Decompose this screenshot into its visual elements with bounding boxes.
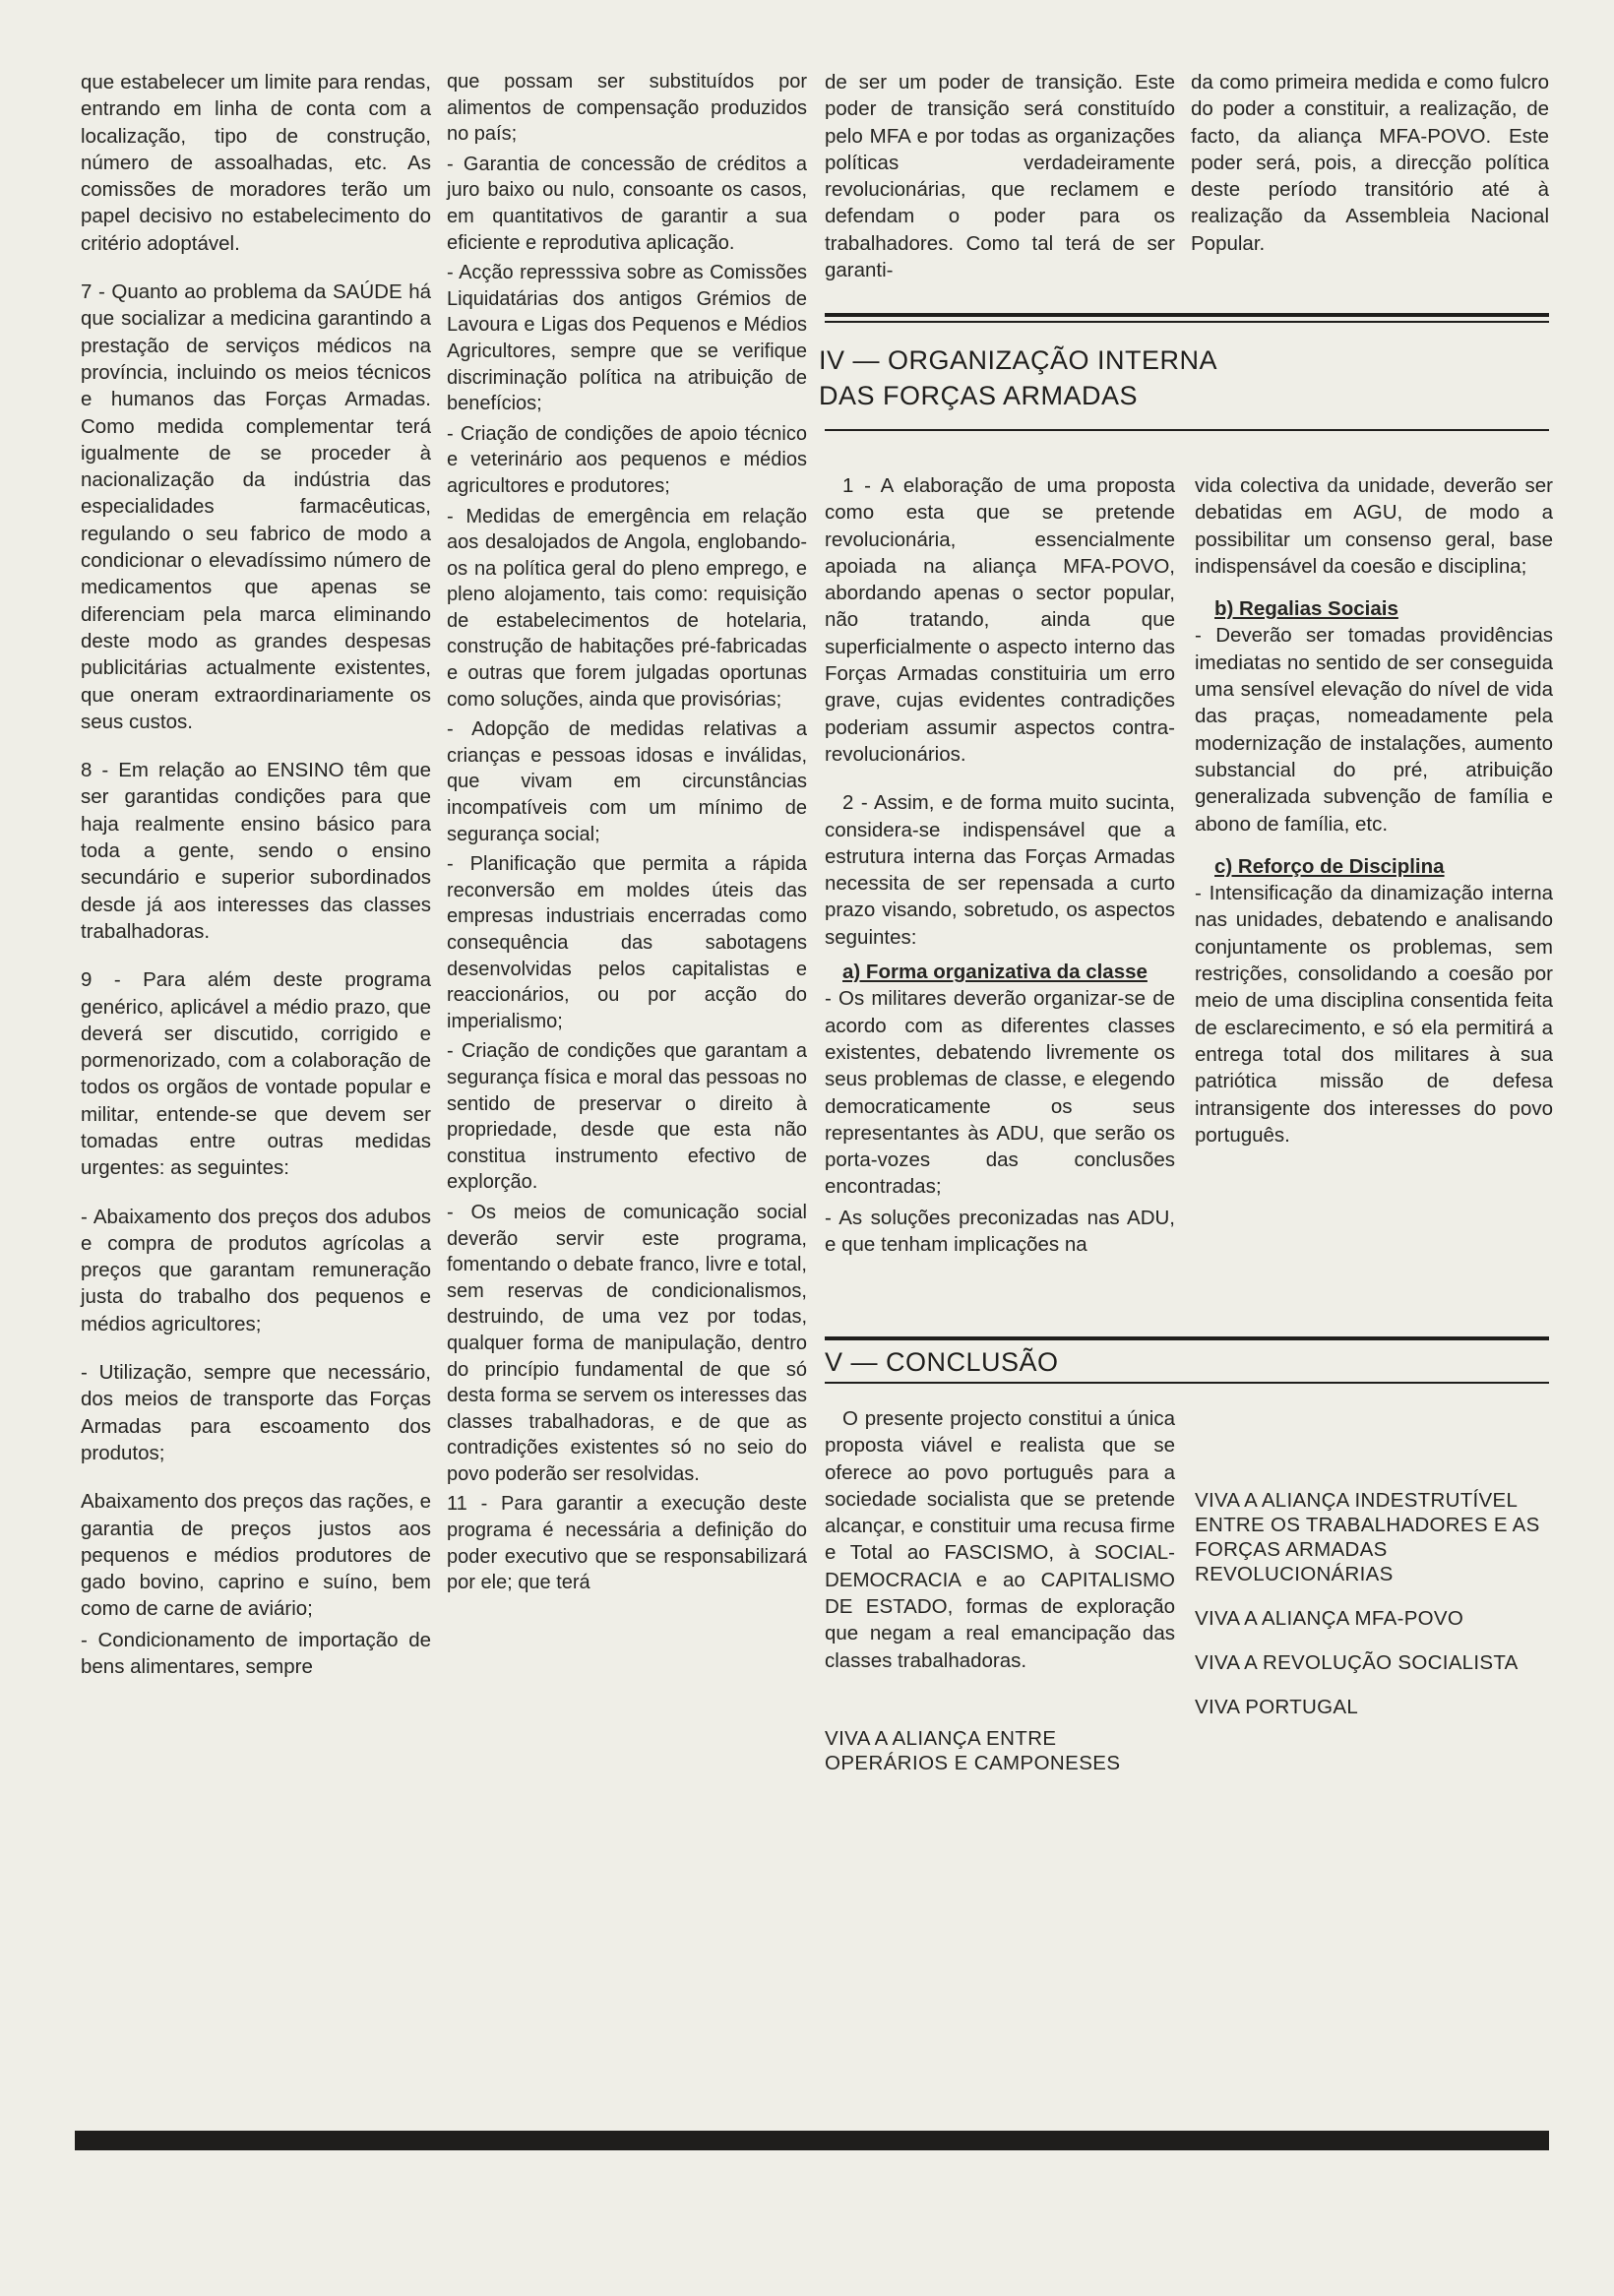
- section-divider: [825, 1336, 1549, 1340]
- column-3-top: [825, 69, 1175, 305]
- paragraph: - Utilização, sempre que necessário, dos meios de transporte das Forças Armadas para escoamento dos produtos;: [81, 1361, 431, 1464]
- paragraph: - As soluções preconizadas nas ADU, e que tenham implicações na: [825, 1206, 1175, 1257]
- paragraph: - Medidas de emergência em relação aos desalojados de Angola, englobando-os na política geral do pleno emprego, e pleno alojamento, tais como: requisição de estabelecimentos de hotelaria, construção de habitações pré-fabricadas e outras que forem julgadas oportunas como soluções, ainda que provisórias;: [447, 505, 807, 711]
- paragraph-urgent-measures: 9 - Para além deste programa genérico, aplicável a médio prazo, que deverá ser discutido, corrigido e pormenorizado, com a colaboração de todos os orgãos de vontade popular e militar, entende-se que devem ser tomadas entre outras medidas urgentes: as seguintes:: [81, 968, 431, 1180]
- paragraph: da como primeira medida e como fulcro do poder a constituir, a realização, de facto, da aliança MFA-POVO. Este poder será, pois, a direcção política deste período transitório até à realização da Assembleia Nacional Popular.: [1191, 71, 1549, 255]
- paragraph: 1 - A elaboração de uma proposta como esta que se pretende revolucionária, essencialmente apoiada na aliança MFA-POVO, abordando apenas o sector popular, não tratando, ainda que superficialmente o aspecto interno das Forças Armadas constituiria um erro grave, cujas evidentes contradições poderiam assumir aspectos contra-revolucionários.: [825, 474, 1175, 766]
- bottom-rule: [75, 2131, 1549, 2150]
- section-divider: [825, 321, 1549, 323]
- section-4-column-4: [1195, 472, 1553, 1170]
- slogan: VIVA A REVOLUÇÃO SOCIALISTA: [1195, 1651, 1519, 1674]
- paragraph: - Adopção de medidas relativas a crianças e pessoas idosas e inválidas, que vivam em circunstâncias incompatíveis com um mínimo de segurança social;: [447, 718, 807, 845]
- paragraph: - Os militares deverão organizar-se de acordo com as diferentes classes existentes, debatendo livremente os seus problemas de classe, e elegendo democraticamente os seus representantes às ADU, que serão os porta-vozes das conclusões encontradas;: [825, 987, 1175, 1199]
- section-4-title-line2: DAS FORÇAS ARMADAS: [819, 381, 1139, 410]
- paragraph: - Os meios de comunicação social deverão servir este programa, fomentando o debate franco, livre e total, sem reservas de condicionalismos, destruindo, de uma vez por todas, qualquer forma de manipulação, dentro do princípio fundamental de que só desta forma se servem os interesses das classes trabalhadoras, e de que as contradições existentes só no seio do povo poderão ser resolvidas.: [447, 1201, 807, 1485]
- paragraph: 2 - Assim, e de forma muito sucinta, considera-se indispensável que a estrutura interna das Forças Armadas necessita de ser repensada a curto prazo visando, sobretudo, os aspectos seguintes:: [825, 791, 1175, 949]
- paragraph: que possam ser substituídos por alimentos de compensação produzidos no país;: [447, 71, 807, 146]
- paragraph: de ser um poder de transição. Este poder de transição será constituído pelo MFA e por todas as organizações políticas verdadeiramente revolucionárias, que reclamem e defendam o poder para os trabalhadores. Como tal terá de ser garanti-: [825, 71, 1175, 282]
- paragraph: Abaixamento dos preços das rações, e garantia de preços justos aos pequenos e médios produtores de gado bovino, caprino e suíno, bem como de carne de aviário;: [81, 1490, 431, 1621]
- paragraph: - Deverão ser tomadas providências imediatas no sentido de ser conseguida uma sensível elevação do nível de vida das praças, nomeadamente pela modernização de instalações, aumento substancial do pré, atribuição generalizada subvenção de família e abono de família, etc.: [1195, 624, 1553, 836]
- paragraph-education: 8 - Em relação ao ENSINO têm que ser garantidas condições para que haja realmente ensino básico para toda a gente, sendo o ensino secundário e superior subordinados desde já aos interesses das classes trabalhadoras.: [81, 759, 431, 943]
- subheading-c: c) Reforço de Disciplina: [1214, 854, 1445, 878]
- column-2: [447, 69, 807, 1618]
- section-divider: [825, 429, 1549, 431]
- section-5-body: [825, 1405, 1175, 1696]
- section-divider: [825, 1382, 1549, 1384]
- paragraph: O presente projecto constitui a única proposta viável e realista que se oferece ao povo português para a sociedade socialista que se pretende alcançar, e constituir uma recusa firme e Total ao FASCISMO, à SOCIAL-DEMOCRACIA e ao CAPITALISMO DE ESTADO, formas de exploração que negam a real emancipação das classes trabalhadoras.: [825, 1407, 1175, 1672]
- slogan: VIVA A ALIANÇA MFA-POVO: [1195, 1607, 1464, 1630]
- paragraph: - Condicionamento de importação de bens alimentares, sempre: [81, 1628, 431, 1679]
- paragraph: - Acção represssiva sobre as Comissões Liquidatárias dos antigos Grémios de Lavoura e Ligas dos Pequenos e Médios Agricultores, sempre que se verifique discriminação política na atribuição de benefícios;: [447, 262, 807, 415]
- slogans: [1195, 1488, 1555, 1739]
- subheading-b: b) Regalias Sociais: [1214, 597, 1398, 621]
- column-4-top: [1191, 69, 1549, 279]
- paragraph-health: 7 - Quanto ao problema da SAÚDE há que socializar a medicina garantindo a prestação de serviços médicos na província, incluindo os meios técnicos e humanos das Forças Armadas. Como medida complementar terá igualmente de se proceder à nacionalização da indústria das especialidades farmacêuticas, regulando o seu fabrico de modo a condicionar o elevadíssimo número de medicamentos que apenas se diferenciam pela marca eliminando deste modo as grandes despesas publicitárias actualmente existentes, que oneram extraordinariamente os seus custos.: [81, 280, 431, 733]
- paragraph: - Criação de condições de apoio técnico e veterinário aos pequenos e médios agricultores e produtores;: [447, 422, 807, 497]
- slogan: VIVA A ALIANÇA INDESTRUTÍVEL ENTRE OS TRABALHADORES E AS FORÇAS ARMADAS REVOLUCIONÁRIAS: [1195, 1489, 1540, 1585]
- section-5-title: V — CONCLUSÃO: [825, 1347, 1059, 1377]
- column-1: [81, 69, 431, 1702]
- paragraph: - Abaixamento dos preços dos adubos e compra de produtos agrícolas a preços que garantam remuneração justa do trabalho dos pequenos e médios agricultores;: [81, 1205, 431, 1335]
- paragraph: - Garantia de concessão de créditos a juro baixo ou nulo, consoante os casos, em quantitativos de garantir a sua eficiente e reprodutiva aplicação.: [447, 153, 807, 254]
- paragraph: 11 - Para garantir a execução deste programa é necessária a definição do poder executivo que se responsabilizará por ele; que terá: [447, 1493, 807, 1594]
- subheading-a: a) Forma organizativa da classe: [842, 961, 1148, 984]
- paragraph: - Criação de condições que garantam a segurança física e moral das pessoas no sentido de preservar o direito à propriedade, desde que esta não constitua instrumento efectivo de explorção.: [447, 1040, 807, 1194]
- section-4-column-3: [825, 472, 1175, 1279]
- section-4-title-line1: IV — ORGANIZAÇÃO INTERNA: [819, 345, 1218, 375]
- slogan-workers-peasants: VIVA A ALIANÇA ENTRE OPERÁRIOS E CAMPONESES: [825, 1727, 1121, 1774]
- paragraph: que estabelecer um limite para rendas, entrando em linha de conta com a localização, tipo de construção, número de assoalhadas, etc. As comissões de moradores terão um papel decisivo no estabelecimento do critério adoptável.: [81, 71, 431, 255]
- paragraph: - Intensificação da dinamização interna nas unidades, debatendo e analisando conjuntamente os problemas, sem restrições, consolidando a coesão por meio de uma disciplina consentida feita de esclarecimento, e só ela permitirá a entrega total dos militares à sua patriótica missão de defesa intransigente dos interesses do povo português.: [1195, 882, 1553, 1147]
- section-4-title: [819, 342, 1547, 413]
- paragraph: - Planificação que permita a rápida reconversão em moldes úteis das empresas industriais encerradas como consequência das sabotagens desenvolvidas pelos capitalistas e reaccionários, ou por acção do imperialismo;: [447, 853, 807, 1032]
- paragraph: vida colectiva da unidade, deverão ser debatidas em AGU, de modo a possibilitar um consenso geral, base indispensável da coesão e disciplina;: [1195, 474, 1553, 578]
- section-divider: [825, 313, 1549, 317]
- slogan: VIVA PORTUGAL: [1195, 1696, 1359, 1718]
